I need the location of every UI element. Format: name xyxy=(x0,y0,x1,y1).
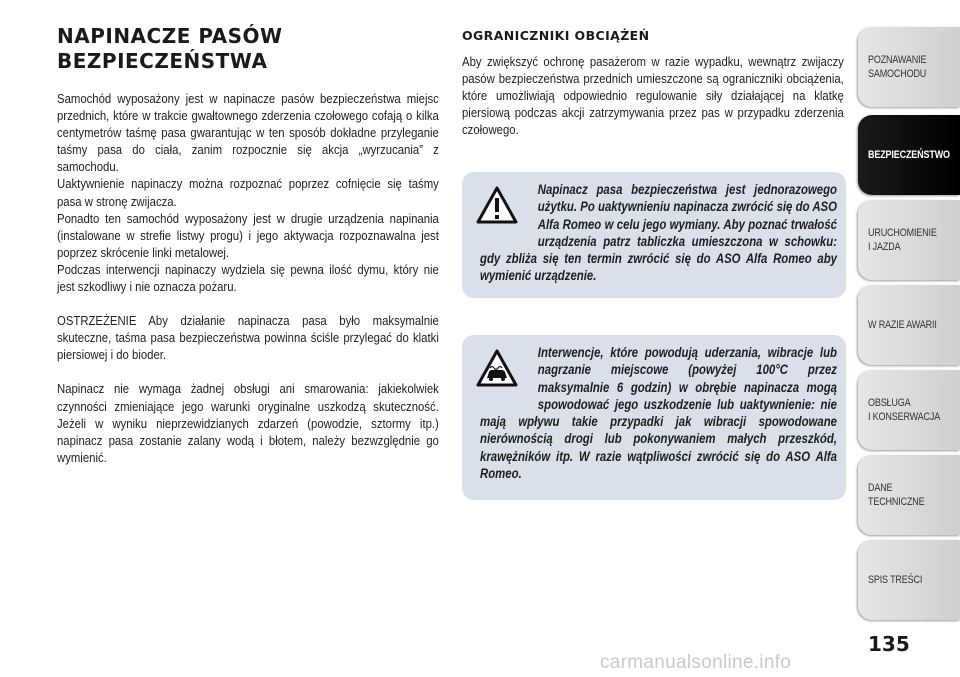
tab-bezpieczenstwo[interactable] xyxy=(858,115,960,195)
tab-label: SPIS TREŚCI xyxy=(868,574,923,586)
paragraph: Uaktywnienie napinaczy można rozpoznać poprzez cofnięcie się taśmy pasa w stronę zwijacza. xyxy=(57,176,439,209)
paragraph: Napinacz nie wymaga żadnej obsługi ani smarowania: jakiekolwiek czynności zmieniające jego warunki oryginalne uszkodzą skuteczność. Jeżeli w wyniku nieprzewidzianych zdarzeń (powodzie, sztormy itp.) napinacz pasa zostanie zalany wodą i błotem, należy bezwzględnie go wymienić. xyxy=(57,381,439,465)
paragraph: Ponadto ten samochód wyposażony jest w drugie urządzenia napinania (instalowane w strefie listwy progu) i jego aktywacja rozpoznawalna jest poprzez skrócenie linki metalowej. xyxy=(57,210,439,260)
tab-label: POZNAWANIE SAMOCHODU xyxy=(868,54,927,80)
tab-poznawanie-samochodu[interactable] xyxy=(858,27,960,107)
tab-label: DANE TECHNICZNE xyxy=(868,482,925,508)
subsection-heading: OGRANICZNIKI OBCIĄŻEŃ xyxy=(462,28,650,43)
tab-dane-techniczne[interactable] xyxy=(858,455,960,535)
page-number: 135 xyxy=(868,632,910,656)
tab-label: BEZPIECZEŃSTWO xyxy=(868,149,950,161)
tab-label: W RAZIE AWARII xyxy=(868,319,937,331)
subsection-body: Aby zwiększyć ochronę pasażerom w razie wypadku, wewnątrz zwijaczy pasów bezpieczeństwa przednich umieszczone są ograniczniki obciążenia, które umożliwiają odpowiednio regulowanie siły działającej na klatkę piersiową podczas akcji zatrzymywania przez pas w przypadku zderzenia czołowego. xyxy=(462,54,844,138)
caution-note-text xyxy=(480,344,837,482)
warning-note-content: Napinacz pasa bezpieczeństwa jest jednorazowego użytku. Po uaktywnieniu napinacza zwrócić się do ASO Alfa Romeo w celu jego wymiany. Aby poznać trwałość urządzenia patrz tabliczka umieszczona w schowku: gdy zbliża się ten termin zwrócić się do ASO Alfa Romeo aby wymienić urządzenie. xyxy=(480,182,837,284)
paragraph-warning: OSTRZEŻENIE Aby działanie napinacza pasa było maksymalnie skuteczne, taśma pasa bezpieczeństwa powinna ściśle przylegać do klatki piersiowej i do bioder. xyxy=(57,313,439,363)
caution-note-content: Interwencje, które powodują uderzania, wibracje lub nagrzanie miejscowe (powyżej 100°C przez maksymalnie 6 godzin) w obrębie napinacza mogą spowodować jego uszkodzenie lub uaktywnienie: nie mają wpływu takie przypadki jak wibracji spowodowane nierównością drogi lub pokonywaniem małych przeszkód, krawężników itp. W razie wątpliwości zwrócić się do ASO Alfa Romeo. xyxy=(480,345,837,482)
tab-obsluga-i-konserwacja[interactable] xyxy=(858,370,960,450)
section-title-line1: NAPINACZE PASÓW xyxy=(57,24,283,48)
tab-label: URUCHOMIENIE I JAZDA xyxy=(868,227,937,253)
left-column-text xyxy=(57,90,439,466)
section-title xyxy=(57,24,357,74)
tab-spis-tresci[interactable] xyxy=(858,540,960,620)
chapter-tabs xyxy=(858,0,960,677)
caution-note xyxy=(462,335,846,500)
tab-label: OBSŁUGA I KONSERWACJA xyxy=(868,397,941,423)
paragraph: Podczas interwencji napinaczy wydziela się pewna ilość dymu, który nie jest szkodliwy i nie oznacza pożaru. xyxy=(57,261,439,295)
paragraph: Samochód wyposażony jest w napinacze pasów bezpieczeństwa miejsc przednich, które w trakcie gwałtownego zderzenia czołowego cofają o kilka centymetrów taśmę pasa gwarantując w ten sposób dokładne przyleganie taśmy pasa do ciała, zanim rozpocznie się akcja „wyrzucania” z samochodu. xyxy=(57,91,439,175)
tab-w-razie-awarii[interactable] xyxy=(858,285,960,365)
tab-uruchomienie-i-jazda[interactable] xyxy=(858,200,960,280)
warning-note xyxy=(462,172,846,298)
section-title-line2: BEZPIECZEŃSTWA xyxy=(57,49,268,73)
warning-note-text xyxy=(480,181,837,285)
watermark: carmanualsonline.info xyxy=(600,652,792,673)
